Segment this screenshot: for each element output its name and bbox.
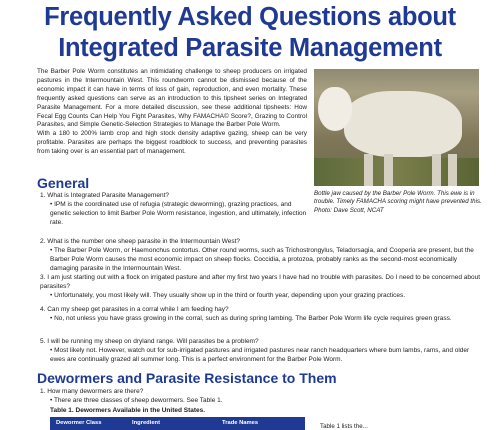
- section-heading-dewormers: Dewormers and Parasite Resistance to Them: [37, 370, 337, 386]
- table-header-trade-names: Trade Names: [222, 420, 259, 426]
- table-header-ingredient: Ingredient: [132, 420, 161, 426]
- answer-dewormers-1: • There are three classes of sheep dewormers. See Table 1.: [50, 397, 223, 404]
- table-header-row: [50, 417, 305, 430]
- question-3: 3. I am just starting out with a flock on irrigated pasture and after my first two years I have had no trouble with parasites. Do I need to be concerned about parasites?: [40, 274, 481, 290]
- answer-5: • Most likely not. However, watch out for sub-irrigated pastures and irrigated pastures near ranch headquarters where bum lambs, rams, and older ewes are continually grazed all summer long. This is a perfect environment for the Barber Pole Worm.: [50, 347, 470, 363]
- section-heading-general: General: [37, 175, 90, 191]
- page-title-line-2: Integrated Parasite Management: [58, 34, 442, 62]
- answer-1: • IPM is the coordinated use of refugia (strategic deworming), grazing practices, and genetic selection to limit Barber Pole Worm resistance, ingestion, and ultimately, infection rate.: [50, 201, 307, 226]
- photo-caption: Bottle jaw caused by the Barber Pole Worm. This ewe is in trouble. Timely FAMACHA scoring might have prevented this. Photo: Dave Scott, NCAT: [314, 190, 482, 214]
- intro-text: [37, 68, 307, 157]
- question-2: 2. What is the number one sheep parasite in the Intermountain West?: [40, 238, 241, 245]
- sheep-photo: [314, 69, 479, 186]
- intro-paragraph-1: The Barber Pole Worm constitutes an intimidating challenge to sheep producers on irrigated pastures in the Intermountain West. This roundworm cannot be dismissed because of the economic impact it can have in terms of loss of gain, reproduction, and even mortality. These frequently asked questions can serve as an introduction to this tipsheet series on Integrated Parasite Management. For a more detailed discussion, see these additional tipsheets: How Fecal Egg Counts Can Help You Fight Parasites, Why FAMACHA© Score?, Grazing to Control Parasites, and Simple Genetic-Selection Strategies to Manage the Barber Pole Worm.: [37, 68, 307, 129]
- question-5: 5. I will be running my sheep on dryland range. Will parasites be a problem?: [40, 338, 259, 345]
- answer-4: • No, not unless you have grass growing in the corral, such as during spring lambing. The Barber Pole Worm life cycle requires green grass.: [50, 315, 452, 322]
- answer-3: • Unfortunately, you most likely will. They usually show up in the third or fourth year, depending upon your grazing practices.: [50, 292, 406, 299]
- answer-2: • The Barber Pole Worm, or Haemonchus contortus. Other round worms, such as Trichostrongylus, Teladorsagia, and Cooperia are present, but the Barber Pole Worm causes the most economic impact on sheep flocks. Coccidia, a protozoa, probably ranks as the second-most economically damaging parasite in the Intermountain West.: [50, 247, 474, 272]
- question-dewormers-1: 1. How many dewormers are there?: [40, 388, 144, 395]
- question-4: 4. Can my sheep get parasites in a corral while I am feeding hay?: [40, 306, 229, 313]
- side-note: Table 1 lists the...: [320, 423, 368, 430]
- question-1: 1. What is Integrated Parasite Management?: [40, 192, 169, 199]
- table-header-class: Dewormer Class: [56, 420, 102, 426]
- table-title: Table 1. Dewormers Available in the United States.: [50, 407, 206, 414]
- intro-paragraph-2: With a 180 to 200% lamb crop and high stock density adaptive gazing, sheep can be very profitable. Parasites are perhaps the biggest roadblock to success, and preventing parasites from taking over is an essential part of management.: [37, 130, 307, 156]
- page-title-line-1: Frequently Asked Questions about: [44, 3, 456, 31]
